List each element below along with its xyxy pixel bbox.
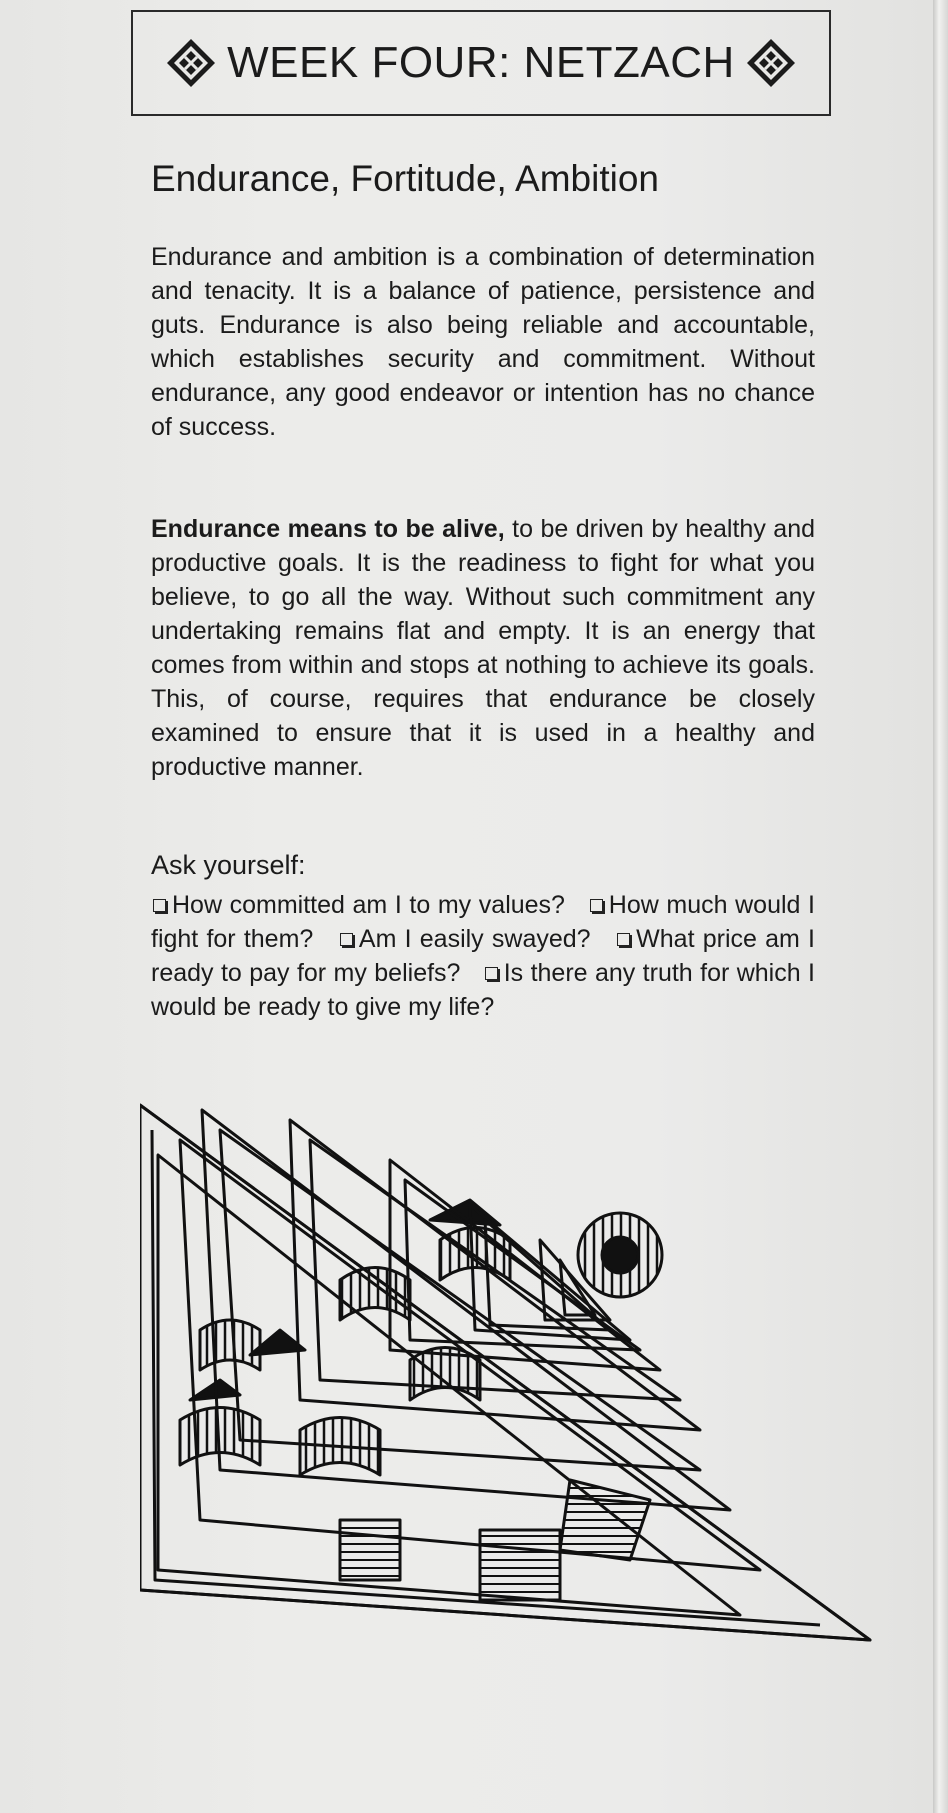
zentangle-illustration [140, 1100, 880, 1700]
diamond-ornament-icon [745, 37, 797, 89]
chapter-header [131, 10, 831, 116]
question-list [151, 888, 815, 1024]
section-title: Endurance, Fortitude, Ambition [151, 158, 660, 199]
paragraph-body: to be driven by healthy and productive goals. It is the readiness to fight for what you believe, to go all the way. Without such commitment any undertaking remains flat and empty. It is an energy that comes from within and stops at nothing to achieve its goals. This, of course, requires that endurance be closely examined to ensure that it is used in a healthy and productive manner. [151, 515, 816, 781]
paragraph-lead: Endurance means to be alive, [151, 515, 505, 543]
chapter-title: WEEK FOUR: NETZACH [227, 38, 735, 87]
paragraph-endurance-alive [151, 512, 815, 784]
page-edge [933, 0, 948, 1813]
question-item: Am I easily swayed? [338, 925, 591, 953]
question-item: How much would I fight for them? [151, 891, 816, 953]
checkbox-icon [485, 967, 498, 980]
diamond-ornament-icon [165, 37, 217, 89]
checkbox-icon [153, 899, 166, 912]
question-item: How committed am I to my values? [151, 891, 565, 919]
ask-yourself-heading: Ask yourself: [151, 850, 306, 880]
question-item: What price am I ready to pay for my beliefs? [151, 925, 815, 987]
paragraph-endurance-intro: Endurance and ambition is a combination of determination and tenacity. It is a balance of patience, persistence and guts. Endurance is also being reliable and accountable, which establishes security and commitment. Without endurance, any good endeavor or intention has no chance of success. [151, 243, 815, 441]
question-item: Is there any truth for which I would be ready to give my life? [151, 959, 815, 1021]
checkbox-icon [617, 933, 630, 946]
checkbox-icon [340, 933, 353, 946]
checkbox-icon [590, 899, 603, 912]
